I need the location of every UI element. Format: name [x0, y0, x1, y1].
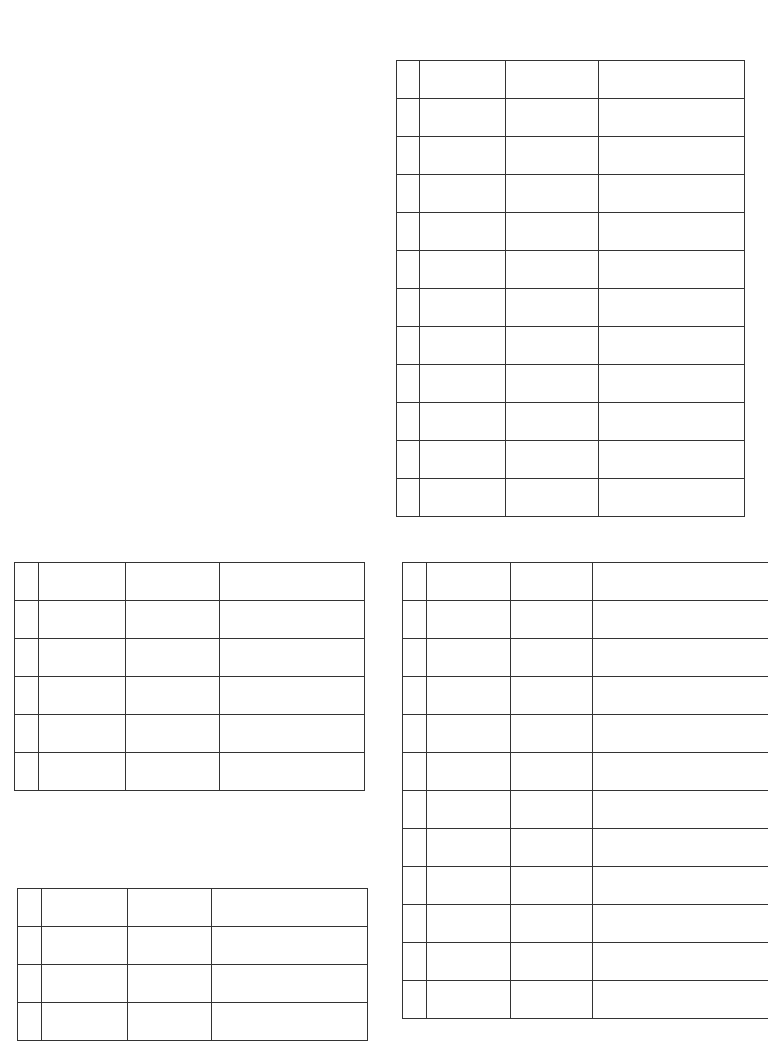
table-row: [18, 927, 368, 965]
table-cell: [397, 289, 420, 327]
table-cell: [39, 677, 126, 715]
table-cell: [126, 639, 220, 677]
table-cell: [403, 677, 427, 715]
table-cell: [593, 639, 768, 677]
header-cell: [593, 563, 768, 601]
table-cell: [403, 753, 427, 791]
table-cell: [511, 829, 593, 867]
table-cell: [126, 563, 220, 601]
table-cell: [506, 251, 599, 289]
table-row: [15, 715, 365, 753]
table-cell: [212, 927, 368, 965]
top-right-table: [396, 60, 745, 517]
table-row: [397, 213, 745, 251]
table-cell: [599, 99, 745, 137]
table-cell: [420, 251, 506, 289]
table-row: [397, 99, 745, 137]
table-cell: [593, 791, 768, 829]
table-cell: [220, 601, 365, 639]
table-cell: [599, 175, 745, 213]
table-cell: [403, 639, 427, 677]
table-cell: [42, 1003, 128, 1041]
table-cell: [220, 639, 365, 677]
table-cell: [420, 175, 506, 213]
table-cell: [506, 479, 599, 517]
table-row: [397, 137, 745, 175]
header-cell: [18, 889, 42, 927]
table-cell: [506, 289, 599, 327]
table-cell: [39, 753, 126, 791]
table-cell: [212, 1003, 368, 1041]
table-cell: [599, 479, 745, 517]
table-cell: [599, 403, 745, 441]
table-cell: [420, 213, 506, 251]
table-row: [15, 639, 365, 677]
table-cell: [511, 715, 593, 753]
table-cell: [427, 867, 511, 905]
table-cell: [593, 981, 768, 1019]
table-cell: [15, 639, 39, 677]
table-row: [403, 943, 768, 981]
header-cell: [128, 889, 212, 927]
table-cell: [506, 99, 599, 137]
table-cell: [212, 965, 368, 1003]
table-row: [397, 365, 745, 403]
mid-left-table: [14, 562, 365, 791]
table-cell: [420, 441, 506, 479]
table-row: [397, 251, 745, 289]
bottom-left-table: [17, 888, 368, 1041]
top-right-heading: [400, 20, 746, 52]
table-row: [15, 563, 365, 601]
table-cell: [511, 601, 593, 639]
table-cell: [397, 441, 420, 479]
table-cell: [511, 639, 593, 677]
header-cell: [427, 563, 511, 601]
table-cell: [506, 175, 599, 213]
table-cell: [599, 251, 745, 289]
table-cell: [511, 905, 593, 943]
table-cell: [427, 829, 511, 867]
table-cell: [220, 715, 365, 753]
table-cell: [427, 905, 511, 943]
table-row: [397, 403, 745, 441]
table-cell: [420, 403, 506, 441]
table-cell: [420, 365, 506, 403]
table-cell: [599, 289, 745, 327]
table-cell: [403, 791, 427, 829]
table-cell: [593, 829, 768, 867]
table-row: [403, 753, 768, 791]
header-cell: [42, 889, 128, 927]
table-cell: [397, 137, 420, 175]
table-cell: [397, 365, 420, 403]
table-cell: [126, 601, 220, 639]
table-cell: [599, 213, 745, 251]
table-cell: [427, 981, 511, 1019]
table-cell: [403, 943, 427, 981]
table-cell: [511, 981, 593, 1019]
table-cell: [403, 867, 427, 905]
table-cell: [403, 981, 427, 1019]
table-cell: [420, 137, 506, 175]
header-cell: [397, 61, 420, 99]
table-cell: [420, 289, 506, 327]
table-row: [397, 289, 745, 327]
table-row: [403, 791, 768, 829]
table-cell: [427, 943, 511, 981]
header-cell: [212, 889, 368, 927]
table-cell: [599, 327, 745, 365]
table-cell: [599, 441, 745, 479]
table-cell: [403, 715, 427, 753]
table-cell: [599, 365, 745, 403]
header-cell: [420, 61, 506, 99]
table-cell: [18, 1003, 42, 1041]
table-cell: [427, 677, 511, 715]
table-cell: [511, 791, 593, 829]
table-cell: [126, 753, 220, 791]
table-row: [403, 677, 768, 715]
table-cell: [427, 715, 511, 753]
table-cell: [420, 327, 506, 365]
table-cell: [511, 753, 593, 791]
table-cell: [128, 927, 212, 965]
table-row: [397, 479, 745, 517]
table-cell: [599, 137, 745, 175]
table-cell: [126, 715, 220, 753]
table-cell: [397, 479, 420, 517]
table-cell: [39, 563, 126, 601]
table-cell: [397, 175, 420, 213]
table-cell: [397, 99, 420, 137]
table-cell: [593, 677, 768, 715]
table-cell: [506, 327, 599, 365]
table-cell: [15, 677, 39, 715]
table-cell: [593, 905, 768, 943]
header-cell: [403, 563, 427, 601]
table-row: [403, 601, 768, 639]
table-cell: [397, 251, 420, 289]
table-cell: [506, 213, 599, 251]
header-cell: [511, 563, 593, 601]
bottom-right-table: [402, 562, 768, 1019]
table-cell: [220, 563, 365, 601]
table-cell: [593, 943, 768, 981]
table-cell: [39, 639, 126, 677]
header-row: [397, 61, 745, 99]
table-cell: [42, 927, 128, 965]
table-cell: [15, 563, 39, 601]
table-cell: [427, 601, 511, 639]
table-cell: [128, 1003, 212, 1041]
table-cell: [126, 677, 220, 715]
table-cell: [506, 137, 599, 175]
table-row: [18, 1003, 368, 1041]
bottom-left-heading: [24, 836, 364, 868]
table-cell: [403, 829, 427, 867]
table-cell: [15, 715, 39, 753]
table-row: [15, 601, 365, 639]
table-cell: [18, 927, 42, 965]
table-row: [15, 677, 365, 715]
table-cell: [593, 601, 768, 639]
table-row: [403, 905, 768, 943]
header-cell: [506, 61, 599, 99]
table-row: [403, 829, 768, 867]
table-cell: [506, 365, 599, 403]
table-cell: [39, 715, 126, 753]
table-row: [403, 639, 768, 677]
table-cell: [42, 965, 128, 1003]
table-cell: [427, 791, 511, 829]
table-row: [397, 327, 745, 365]
table-cell: [427, 753, 511, 791]
header-row: [18, 889, 368, 927]
table-cell: [593, 867, 768, 905]
table-cell: [593, 753, 768, 791]
table-cell: [397, 403, 420, 441]
table-cell: [39, 601, 126, 639]
table-row: [403, 981, 768, 1019]
table-cell: [403, 601, 427, 639]
table-cell: [511, 943, 593, 981]
table-cell: [420, 479, 506, 517]
table-row: [403, 715, 768, 753]
table-cell: [128, 965, 212, 1003]
table-row: [15, 753, 365, 791]
table-cell: [506, 403, 599, 441]
table-cell: [220, 677, 365, 715]
table-cell: [511, 677, 593, 715]
table-cell: [15, 601, 39, 639]
table-cell: [397, 327, 420, 365]
table-cell: [506, 441, 599, 479]
table-row: [397, 175, 745, 213]
table-cell: [593, 715, 768, 753]
table-cell: [220, 753, 365, 791]
table-cell: [420, 99, 506, 137]
table-row: [18, 965, 368, 1003]
table-cell: [18, 965, 42, 1003]
table-cell: [397, 213, 420, 251]
table-cell: [15, 753, 39, 791]
table-row: [403, 867, 768, 905]
table-cell: [511, 867, 593, 905]
table-row: [397, 441, 745, 479]
table-cell: [403, 905, 427, 943]
table-cell: [427, 639, 511, 677]
header-cell: [599, 61, 745, 99]
header-row: [403, 563, 768, 601]
